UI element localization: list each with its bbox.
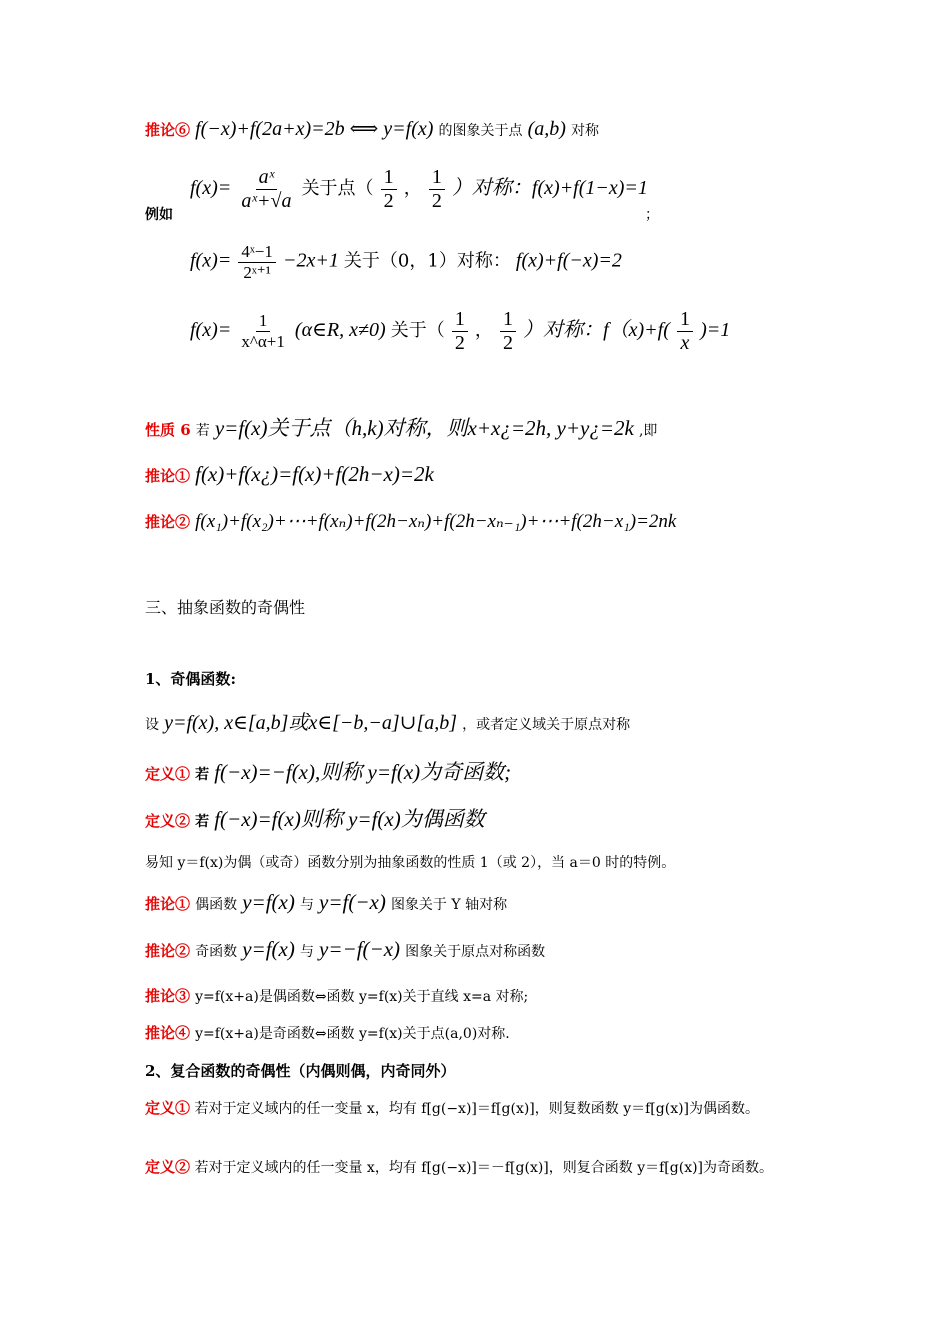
den: 2 (503, 332, 513, 354)
text: 若对于定义域内的任一变量 x，均有 f[g(−x)]＝－f[g(x)]，则复合函数 y＝f[g(x)]为奇函数。 (194, 1160, 774, 1176)
corollary-3 (145, 985, 950, 1006)
text: 的图象关于点 (438, 123, 523, 139)
ex1-half-2 (429, 166, 445, 213)
text: y=f(x+a)是偶函数⇔函数 y=f(x)关于直线 x=a 对称; (195, 989, 529, 1005)
ex3-cond: (α∈R, x≠0) (294, 319, 386, 341)
ex1-fraction (238, 166, 294, 213)
label: 性质 6 (145, 421, 191, 439)
ruo: 若 (195, 767, 210, 783)
ex2-rhs: f(x)+f(−x)=2 (515, 249, 622, 272)
ex3-num: 1 (256, 311, 271, 332)
post: 图象关于 Y 轴对称 (390, 897, 508, 913)
corollary-2b (145, 937, 950, 962)
ex3-lhs: f(x)= (190, 319, 232, 341)
property-6 (145, 412, 950, 442)
ex3-mid: ）对称：f（x)+f( (523, 319, 670, 341)
ex3-den: x^α+1 (241, 332, 285, 351)
label: 定义① (145, 1099, 191, 1117)
label: 推论① (145, 467, 191, 485)
definition-2 (145, 803, 950, 833)
ex3-half-2 (500, 308, 516, 355)
label: 定义① (145, 765, 191, 783)
suffix: 对称 (571, 123, 600, 139)
setup-line (145, 706, 950, 735)
label: 推论② (145, 942, 191, 960)
text: 若对于定义域内的任一变量 x，均有 f[g(−x)]＝f[g(x)]，则复数函数 y＝f[g(x)]为偶函数。 (194, 1101, 760, 1117)
example-label: 例如 (145, 207, 173, 223)
suffix: ,即 (638, 423, 658, 439)
corollary-2a (145, 510, 950, 533)
ex2-text: 关于（0，1）对称： (343, 250, 511, 272)
num: 1 (381, 166, 397, 190)
f1: y=f(x) (242, 937, 295, 961)
corollary-1a (145, 462, 950, 487)
ex3-comma: ， (474, 320, 493, 341)
ex1-text: 关于点（ (301, 178, 374, 199)
formula: y=f(x)关于点（h,k)对称，则x+x¿=2h, y+y¿=2k (214, 416, 634, 440)
den: 2 (431, 190, 442, 212)
formula: y=f(x), x∈[a,b]或x∈[−b,−a]∪[a,b] (164, 712, 458, 734)
ex2-rest: −2x+1 (282, 249, 339, 272)
num: 1 (452, 308, 468, 332)
ex3-recip (677, 308, 693, 355)
ex2-lhs: f(x)= (190, 249, 232, 272)
yu: 与 (299, 897, 314, 913)
ruo: 若 (195, 423, 210, 439)
formula: f(−x)=−f(x),则称 y=f(x)为奇函数; (214, 760, 512, 784)
corollary-1b (145, 890, 950, 915)
definition-1 (145, 756, 950, 786)
den: 2 (383, 190, 394, 212)
f1: y=f(x) (242, 890, 295, 914)
num: 1 (429, 166, 445, 190)
label: 推论③ (145, 987, 191, 1005)
label: 推论① (145, 895, 191, 913)
point: (a,b) (527, 118, 566, 140)
num: 1 (500, 308, 516, 332)
subsection-1-title: 1、奇偶函数: (145, 670, 236, 688)
ex1-den: aˣ+√a (241, 190, 292, 212)
composite-definition-2 (145, 1156, 805, 1179)
she: 设 (145, 717, 159, 733)
den: 2 (454, 332, 465, 354)
ex1-rhs: ）对称：f(x)+f(1−x)=1 (451, 177, 648, 199)
ex3-text: 关于（ (390, 320, 445, 341)
ex1-lhs: f(x)= (190, 177, 232, 199)
ex1-num: aˣ (256, 166, 278, 190)
corollary-6 (145, 116, 950, 141)
formula: f(x₁)+f(x₂)+⋯+f(xₙ)+f(2h−xₙ)+f(2h−xₙ₋₁)+⋯+f(2h−x₁)=2nk (195, 511, 677, 532)
label: 推论② (145, 513, 191, 531)
formula: f(−x)=f(x)则称 y=f(x)为偶函数 (214, 807, 485, 831)
post: 图象关于原点对称函数 (405, 944, 546, 960)
example-2 (190, 242, 950, 282)
text: ，或者定义域关于原点对称 (462, 717, 631, 733)
ex3-half-1 (452, 308, 468, 355)
f2: y=f(−x) (319, 890, 386, 914)
note-text: 易知 y＝f(x)为偶（或奇）函数分别为抽象函数的性质 1（或 2），当 a＝0 时的特例。 (145, 855, 676, 871)
subsection-2-title: 2、复合函数的奇偶性（内偶则偶，内奇同外） (145, 1062, 456, 1080)
text: y=f(x+a)是奇函数⇔函数 y=f(x)关于点(a,0)对称. (195, 1026, 510, 1042)
pre: 奇函数 (195, 944, 238, 960)
formula: f(−x)+f(2a+x)=2b ⟺ y=f(x) (195, 118, 434, 140)
ex3-end: )=1 (700, 319, 731, 341)
yu: 与 (299, 944, 314, 960)
ex2-den: 2ˣ⁺¹ (243, 262, 271, 282)
f2: y=−f(−x) (319, 937, 401, 961)
ex3-fraction (238, 311, 287, 351)
ex1-half-1 (381, 166, 397, 213)
ruo: 若 (195, 814, 210, 830)
example-3 (190, 308, 950, 355)
section-3-title: 三、抽象函数的奇偶性 (145, 598, 306, 617)
example-semicolon-line (645, 204, 950, 224)
formula: f(x)+f(x¿)=f(x)+f(2h−x)=2k (195, 462, 434, 486)
ex1-comma: ， (403, 178, 422, 199)
label: 定义② (145, 812, 191, 830)
composite-definition-1 (145, 1097, 805, 1120)
label: 推论④ (145, 1024, 191, 1042)
pre: 偶函数 (195, 897, 238, 913)
num: 1 (677, 308, 693, 332)
semicolon: ； (645, 207, 659, 223)
label: 定义② (145, 1158, 191, 1176)
ex2-num: 4ˣ−1 (238, 242, 276, 263)
ex2-fraction (238, 242, 276, 282)
label: 推论⑥ (145, 121, 191, 139)
den: x (680, 332, 690, 354)
corollary-4 (145, 1022, 950, 1043)
